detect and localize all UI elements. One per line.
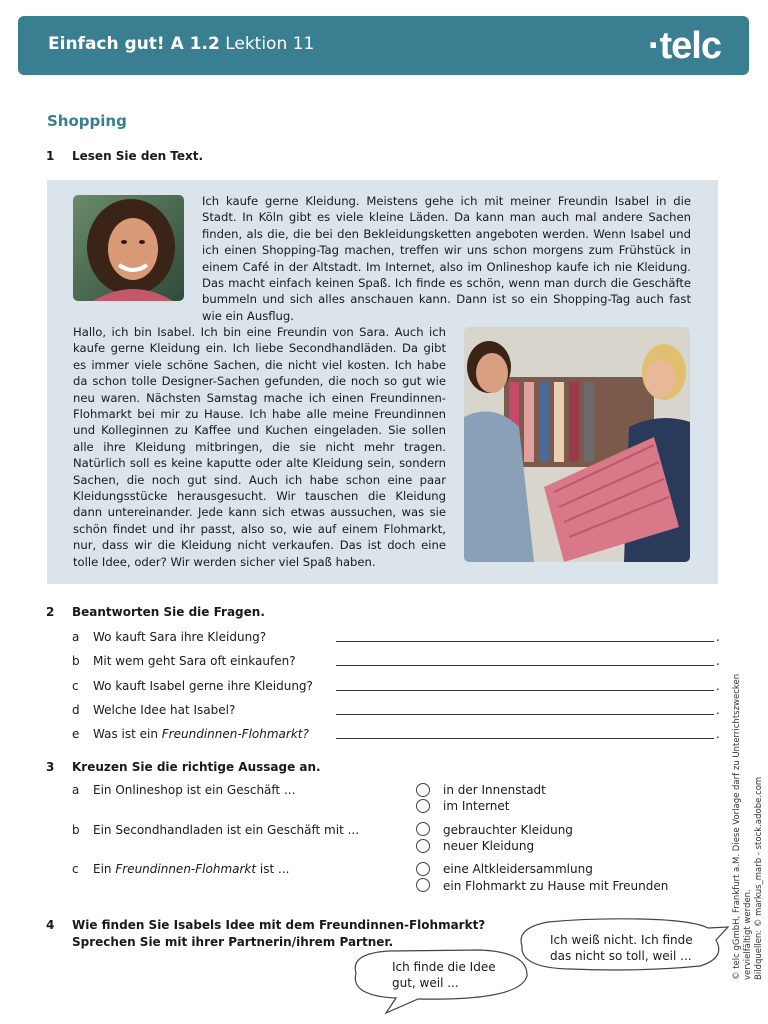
question-letter: d — [72, 703, 80, 717]
sara-paragraph: Ich kaufe gerne Kleidung. Meistens gehe ich mit meiner Freundin Isabel in die Stadt. In Köln gibt es viele kleine Läden. Da kann man auch mal andere Sachen finden, als die, die bei den Bekleidungsketten angeboten werden. Wenn Isabel und ich einen Shopping-Tag machen, treffen wir uns schon morgens zum Frühstück in einem Café in der Altstadt. Im Internet, also im Onlineshop kaufe ich nie Kleidung. Das macht einfach keinen Spaß. Ich finde es schön, wenn man durch die Geschäfte bummeln und sich alles anschauen kann. Dann ist so ein Shopping-Tag auch fast wie ein Ausflug. — [202, 194, 691, 323]
task4-instruction-2: Sprechen Sie mit ihrer Partnerin/ihrem Partner. — [72, 935, 394, 949]
bubble-line: Ich weiß nicht. Ich finde — [550, 933, 693, 947]
statement-letter: c — [72, 862, 79, 876]
statement-text-italic: Freundinnen-Flohmarkt — [115, 862, 257, 876]
option-label: gebrauchter Kleidung — [443, 823, 573, 837]
statement-letter: b — [72, 823, 80, 837]
answer-period: . — [716, 703, 720, 717]
book-title: Einfach gut! A 1.2 — [48, 34, 220, 54]
isabel-paragraph: Hallo, ich bin Isabel. Ich bin eine Freundin von Sara. Auch ich kaufe gerne Kleidung ein. Ich liebe Secondhandläden. Da gibt es immer viele schöne Sachen, die nicht viel kosten. Ich habe da schon tolle Designer-Sachen gefunden, die noch so gut wie neu waren. Nächsten Samstag mache ich einen Freundinnen-Flohmarkt bei mir zu Hause. Ich habe alle meine Freundinnen und Kolleginnen zu Kaffee und Kuchen eingeladen. Sie sollen alle ihre Kleidung mitbringen, die sie nicht mehr tragen. Natürlich soll es keine kaputte oder alte Kleidung sein, sondern Sachen, die noch gut sind. Auch ich habe schon eine paar Kleidungsstücke herausgesucht. Wir tauschen die Kleidung dann untereinander. Jede kann sich etwas aussuchen, was sie schön findet und ihr passt, also so, wie auf einem Flohmarkt, nur, dass wir die Kleidung nicht verkaufen. Das ist doch eine tolle Idee, oder? Wir werden sicher viel Spaß haben. — [73, 325, 446, 569]
answer-period: . — [716, 679, 720, 693]
question-letter: b — [72, 654, 80, 668]
option-label: in der Innenstadt — [443, 783, 546, 797]
question-letter: c — [72, 679, 79, 693]
question-text-prefix: Was ist ein — [93, 727, 162, 741]
statement-letter: a — [72, 783, 80, 797]
statement-text-prefix: Ein — [93, 862, 116, 876]
question-text: Wo kauft Sara ihre Kleidung? — [93, 630, 267, 644]
lesson-label: Lektion 11 — [225, 34, 315, 54]
option-label: ein Flohmarkt zu Hause mit Freunden — [443, 879, 669, 893]
bubble-line: gut, weil ... — [392, 976, 459, 990]
task2-instruction: Beantworten Sie die Fragen. — [72, 605, 265, 619]
option-label: neuer Kleidung — [443, 839, 535, 853]
question-text: Welche Idee hat Isabel? — [93, 703, 236, 717]
statement-text-suffix: ist ... — [256, 862, 290, 876]
task3-number: 3 — [46, 760, 55, 774]
question-letter: a — [72, 630, 80, 644]
copyright-note — [732, 620, 765, 980]
image-credit-line: Bildquellen: © markus_marb - stock.adobe.com — [754, 776, 764, 980]
answer-period: . — [716, 727, 720, 741]
option-label: eine Altkleidersammlung — [443, 862, 593, 876]
statement-text: Ein Secondhandladen ist ein Geschäft mit ... — [93, 823, 360, 837]
task3-instruction: Kreuzen Sie die richtige Aussage an. — [72, 760, 321, 774]
task2-number: 2 — [46, 605, 55, 619]
bubble-left-text — [392, 959, 496, 991]
copyright-line: © telc gGmbH, Frankfurt a.M. Diese Vorlage darf zu Unterrichtszwecken vervielfältigt werden. — [732, 673, 753, 980]
task4-instruction-1: Wie finden Sie Isabels Idee mit dem Freundinnen-Flohmarkt? — [72, 918, 486, 932]
bubble-line: Ich finde die Idee — [392, 960, 496, 974]
section-title: Shopping — [47, 112, 127, 130]
question-letter: e — [72, 727, 80, 741]
question-text: Mit wem geht Sara oft einkaufen? — [93, 654, 296, 668]
task1-instruction: Lesen Sie den Text. — [72, 149, 204, 163]
task1-number: 1 — [46, 149, 55, 163]
bubble-line: das nicht so toll, weil ... — [550, 949, 692, 963]
bubble-right-text — [550, 932, 693, 964]
telc-logo: ·telc — [647, 25, 721, 67]
question-text: Wo kauft Isabel gerne ihre Kleidung? — [93, 679, 313, 693]
answer-period: . — [716, 654, 720, 668]
answer-period: . — [716, 630, 720, 644]
option-label: im Internet — [443, 799, 510, 813]
statement-text: Ein Onlineshop ist ein Geschäft ... — [93, 783, 296, 797]
question-text-italic: Freundinnen-Flohmarkt? — [161, 727, 309, 741]
task4-number: 4 — [46, 918, 55, 932]
